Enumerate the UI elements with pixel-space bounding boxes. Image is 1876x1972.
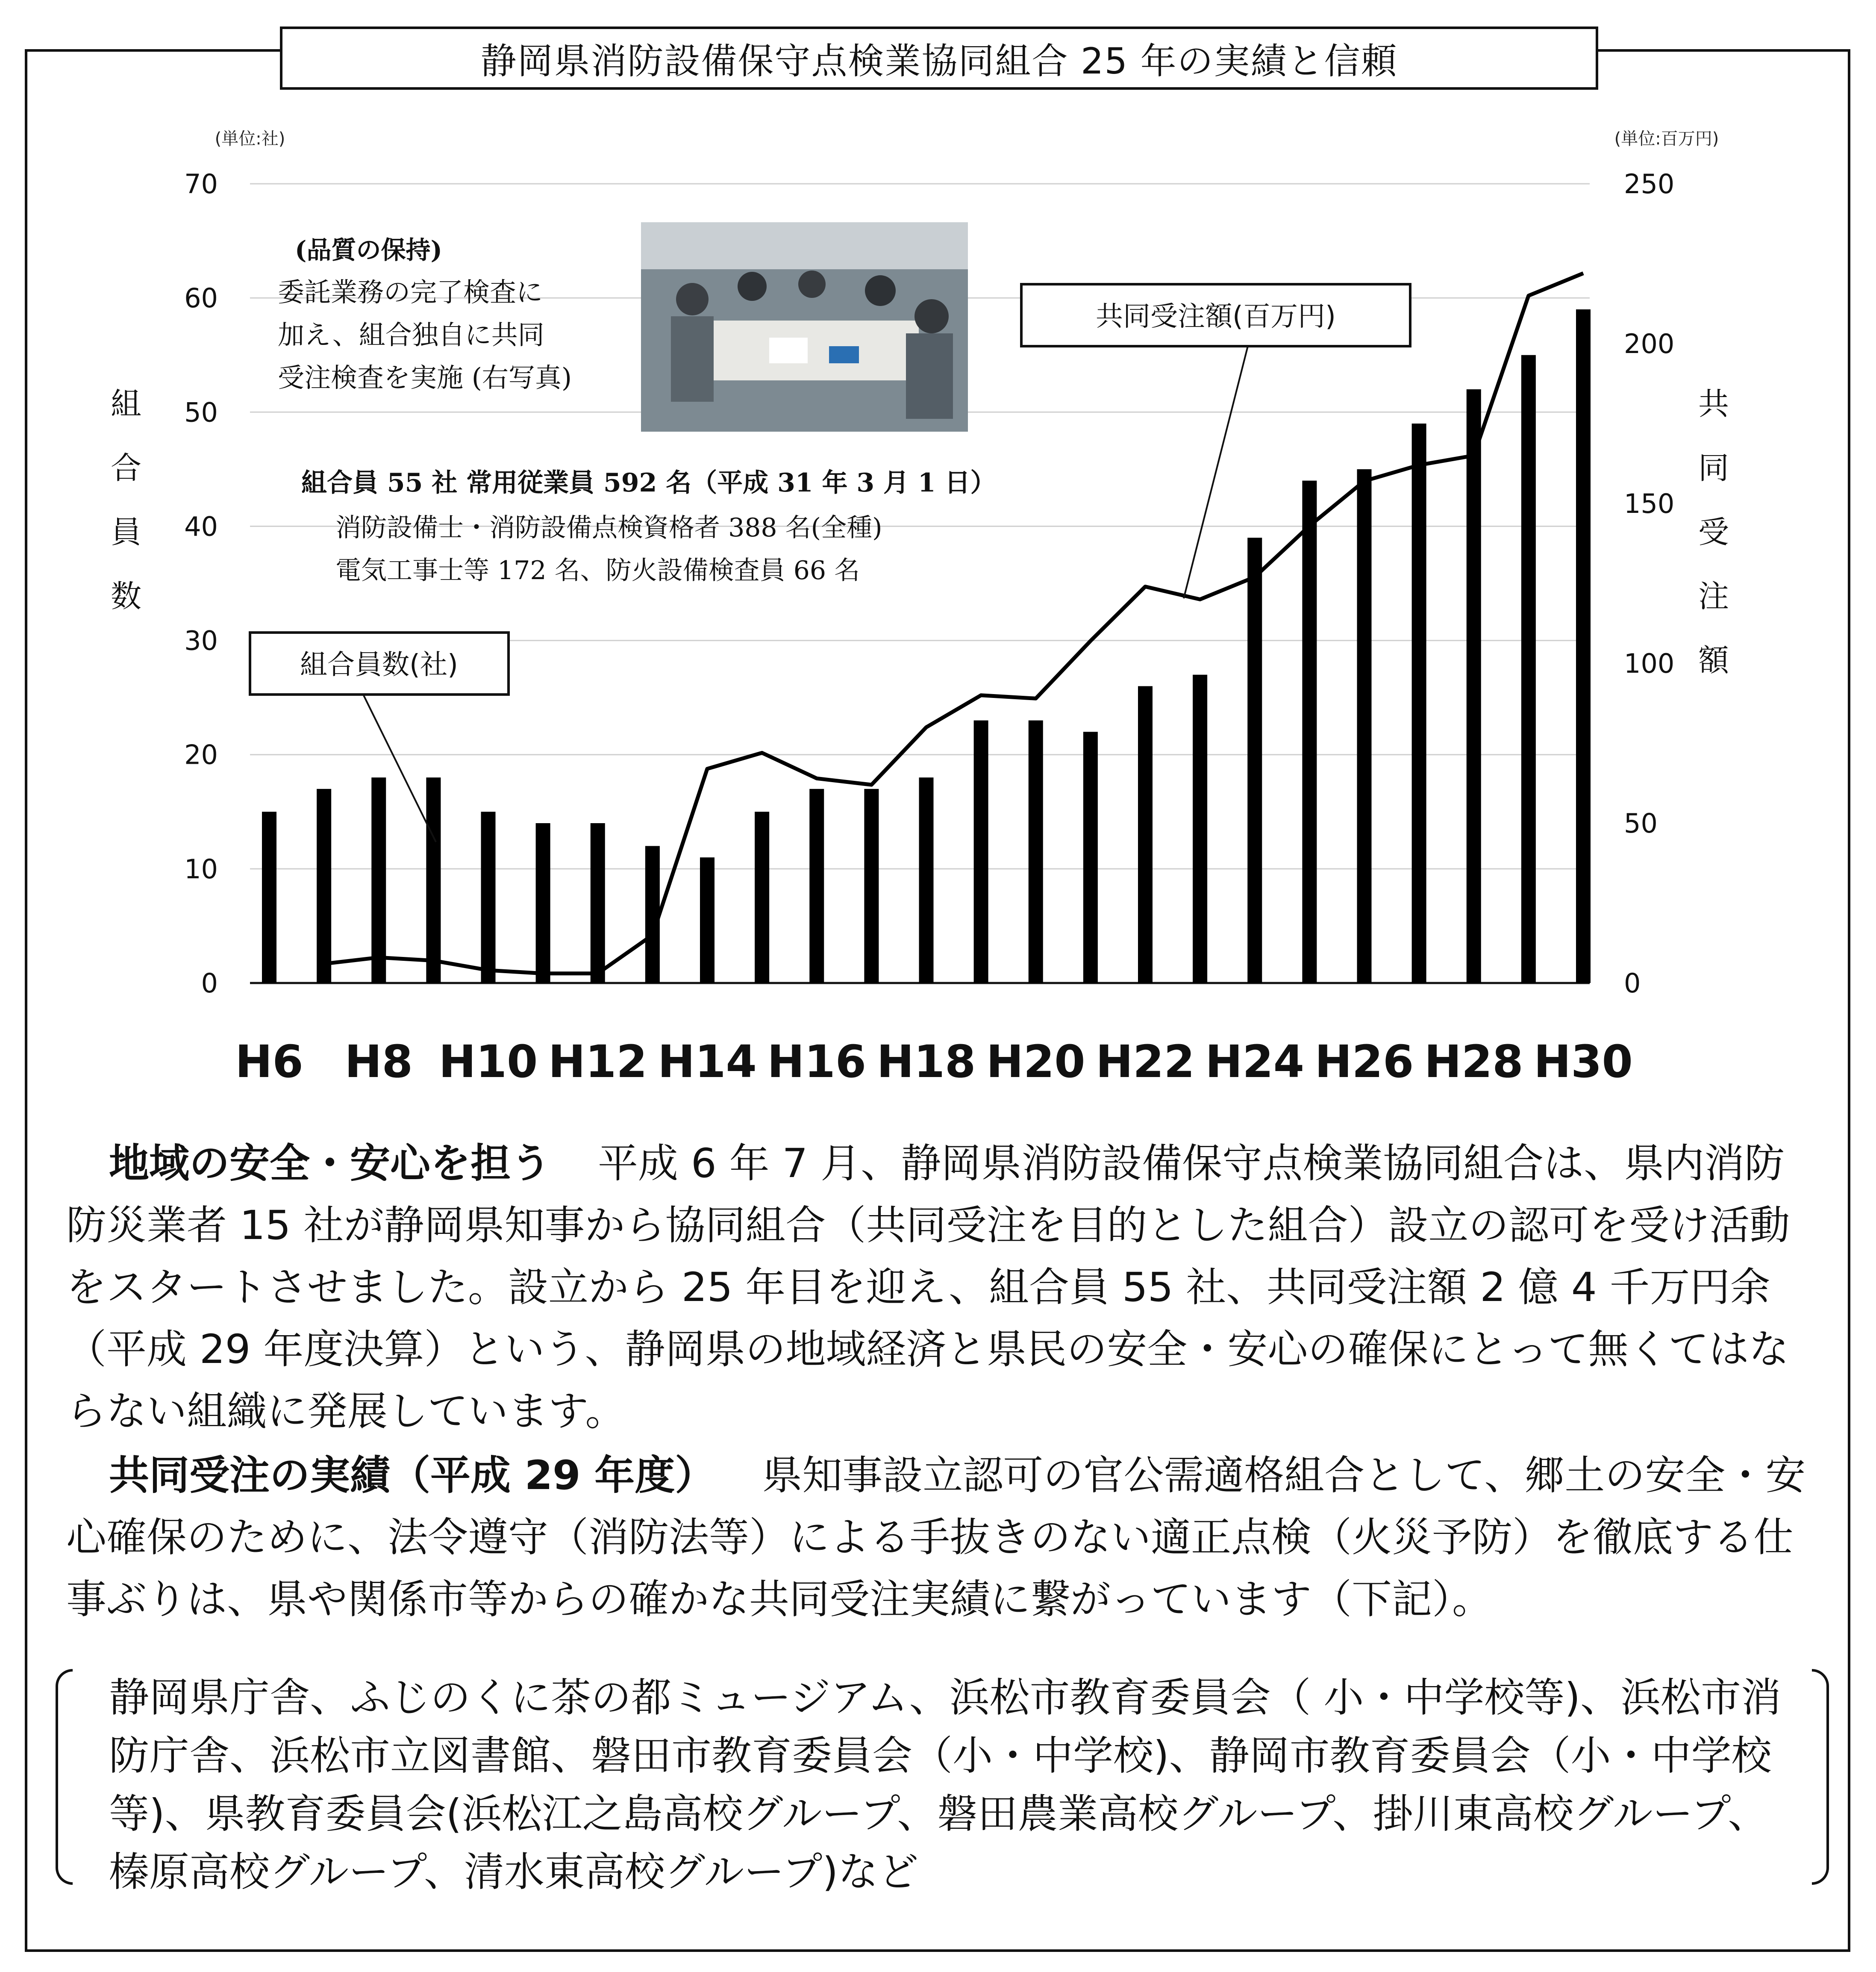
x-tick-label: H22 xyxy=(1096,1036,1195,1088)
left-axis-title-char: 数 xyxy=(110,578,142,614)
stats-line-3: 電気工事士等 172 名、防火設備検査員 66 名 xyxy=(335,556,860,586)
right-axis-title-char: 同 xyxy=(1698,450,1729,486)
stats-line-1: 組合員 55 社 常用従業員 592 名（平成 31 年 3 月 1 日） xyxy=(301,468,996,498)
paragraph-regional-safety xyxy=(66,1133,1810,1442)
bar-H23 xyxy=(1193,675,1207,983)
right-axis-title-char: 共 xyxy=(1698,386,1729,422)
orders-callout-leader xyxy=(1184,346,1248,598)
paragraph-joint-orders xyxy=(66,1445,1810,1631)
orders-callout-label: 共同受注額(百万円) xyxy=(1096,301,1336,333)
left-tick-label: 70 xyxy=(184,168,218,200)
bar-H16 xyxy=(809,789,824,983)
page-title: 静岡県消防設備保守点検業協同組合 25 年の実績と信頼 xyxy=(280,26,1598,90)
left-axis-title xyxy=(111,386,141,614)
quality-line-2: 加え、組合独自に共同 xyxy=(278,319,544,350)
right-tick-label: 50 xyxy=(1624,808,1658,839)
paragraph1-text: 平成 6 年 7 月、静岡県消防設備保守点検業協同組合は、県内消防防災業者 15 社が静岡県知事から協同組合（共同受注を目的とした組合）設立の認可を受け活動をスタートさせました。設立から 25 年目を迎え、組合員 55 社、共同受注額 2 億 4 千万円余（平成 29 年度決算）という、静岡県の地域経済と県民の安全・安心の確保にとって無くてはならない組織に発展しています。 xyxy=(66,1140,1790,1435)
left-axis-unit: (単位:社) xyxy=(215,129,285,149)
right-axis-title-char: 受 xyxy=(1698,514,1729,550)
stats-line-2: 消防設備士・消防設備点検資格者 388 名(全種) xyxy=(335,513,882,543)
bar-H30 xyxy=(1576,309,1591,983)
x-tick-label: H20 xyxy=(986,1036,1085,1088)
right-tick-label: 150 xyxy=(1624,488,1675,519)
bar-H22 xyxy=(1138,686,1153,983)
right-tick-label: 100 xyxy=(1624,648,1675,679)
bar-H20 xyxy=(1029,721,1043,983)
bar-H24 xyxy=(1247,538,1262,983)
bar-H12 xyxy=(591,823,605,983)
bar-H27 xyxy=(1412,424,1426,983)
bar-H7 xyxy=(317,789,331,983)
x-tick-label: H28 xyxy=(1424,1036,1523,1088)
right-axis-unit: (単位:百万円) xyxy=(1614,129,1719,149)
x-tick-label: H24 xyxy=(1205,1036,1305,1088)
right-axis-title-char: 額 xyxy=(1698,642,1729,678)
paragraph1-heading: 地域の安全・安心を担う xyxy=(109,1140,551,1187)
bar-H15 xyxy=(755,812,769,983)
left-bracket xyxy=(56,1669,73,1885)
bar-H25 xyxy=(1302,481,1317,983)
bar-H18 xyxy=(919,777,934,983)
bar-H9 xyxy=(426,777,441,983)
left-axis-title-char: 員 xyxy=(110,514,142,550)
combo-chart xyxy=(85,115,1761,1103)
x-tick-label: H30 xyxy=(1534,1036,1633,1088)
paragraph2-text: 県知事設立認可の官公需適格組合として、郷土の安全・安心確保のために、法令遵守（消防法等）による手抜きのない適正点検（火災予防）を徹底する仕事ぶりは、県や関係市等からの確かな共同受注実績に繋がっています（下記）。 xyxy=(66,1452,1806,1623)
x-tick-label: H6 xyxy=(235,1036,303,1088)
members-callout-label: 組合員数(社) xyxy=(300,649,458,681)
x-tick-label: H26 xyxy=(1314,1036,1414,1088)
quality-line-1: 委託業務の完了検査に xyxy=(278,277,543,308)
left-axis-title-char: 組 xyxy=(110,386,142,422)
bar-H17 xyxy=(864,789,879,983)
bar-H14 xyxy=(700,857,715,983)
x-tick-label: H8 xyxy=(344,1036,413,1088)
bar-H26 xyxy=(1357,469,1372,983)
left-tick-label: 30 xyxy=(184,625,218,656)
right-bracket xyxy=(1812,1669,1829,1885)
bar-H11 xyxy=(536,823,550,983)
x-tick-label: H12 xyxy=(548,1036,647,1088)
results-list: 静岡県庁舎、ふじのくに茶の都ミュージアム、浜松市教育委員会（ 小・中学校等)、浜松市消防庁舎、浜松市立図書館、磐田市教育委員会（小・中学校)、静岡市教育委員会（小・中学校等)、県教育委員会(浜松江之島高校グループ、磐田農業高校グループ、掛川東高校グループ、榛原高校グループ、清水東高校グループ)など xyxy=(109,1675,1782,1895)
x-tick-label: H16 xyxy=(767,1036,867,1088)
right-tick-label: 200 xyxy=(1624,328,1675,359)
bar-H21 xyxy=(1083,732,1098,983)
bar-H10 xyxy=(481,812,496,983)
bar-H29 xyxy=(1521,355,1536,983)
right-axis-title xyxy=(1698,386,1729,678)
quality-line-3: 受注検査を実施 (右写真) xyxy=(278,362,572,393)
inspection-photo xyxy=(641,222,968,432)
left-tick-label: 40 xyxy=(184,511,218,542)
x-tick-label: H18 xyxy=(876,1036,976,1088)
right-axis-title-char: 注 xyxy=(1698,578,1729,614)
x-tick-label: H14 xyxy=(658,1036,757,1088)
left-tick-label: 20 xyxy=(184,739,218,771)
quality-heading: (品質の保持) xyxy=(295,235,442,265)
left-tick-label: 10 xyxy=(184,853,218,885)
bar-H8 xyxy=(371,777,386,983)
x-tick-label: H10 xyxy=(438,1036,538,1088)
paragraph2-heading: 共同受注の実績（平成 29 年度） xyxy=(109,1452,715,1499)
left-tick-label: 60 xyxy=(184,283,218,314)
right-tick-label: 250 xyxy=(1624,168,1675,200)
left-tick-label: 50 xyxy=(184,397,218,428)
right-tick-label: 0 xyxy=(1624,968,1641,999)
bar-H28 xyxy=(1467,389,1481,983)
left-axis-title-char: 合 xyxy=(110,450,142,486)
results-list-box xyxy=(56,1669,1829,1895)
bar-H6 xyxy=(262,812,276,983)
bar-H19 xyxy=(974,721,988,983)
left-tick-label: 0 xyxy=(201,968,218,999)
